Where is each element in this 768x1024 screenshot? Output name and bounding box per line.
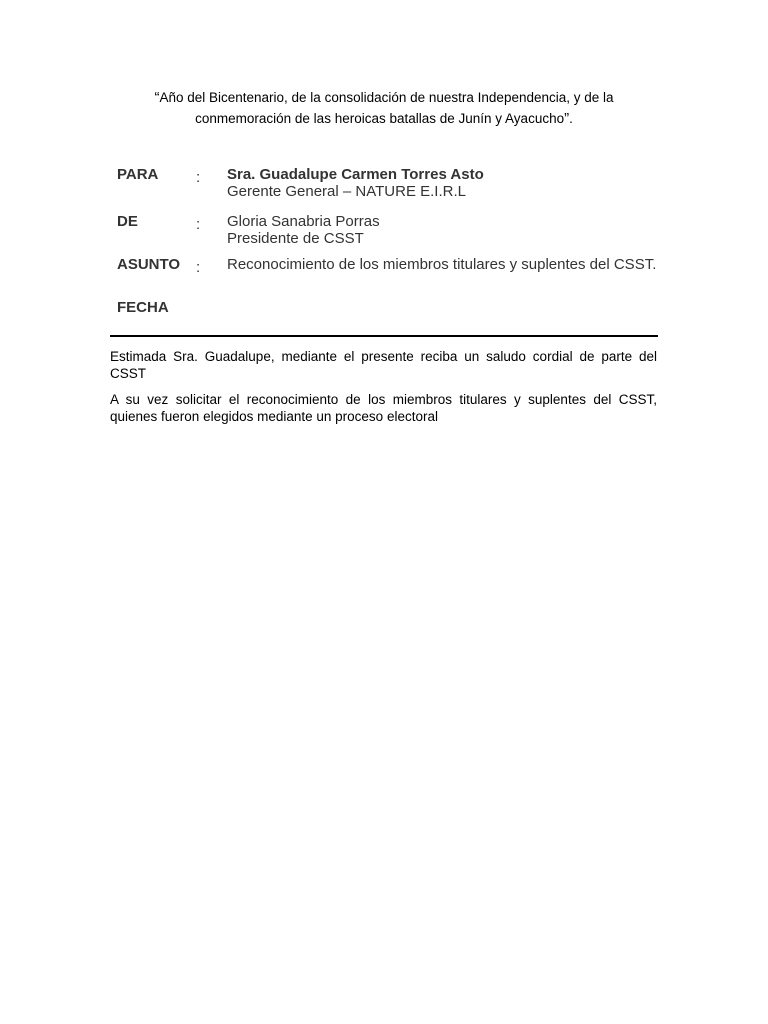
asunto-colon: : xyxy=(196,259,201,276)
motto-open-quote: “ xyxy=(154,89,160,106)
body-paragraph-2: A su vez solicitar el reconocimiento de los miembros titulares y suplentes del CSST, quienes fueron elegidos mediante un proceso electoral xyxy=(110,392,657,424)
asunto-value: Reconocimiento de los miembros titulares y suplentes del CSST. xyxy=(227,256,657,273)
para-recipient-role: Gerente General – NATURE E.I.R.L xyxy=(227,183,466,200)
de-value xyxy=(227,213,657,247)
body-paragraph-1: Estimada Sra. Guadalupe, mediante el presente reciba un saludo cordial de parte del CSST xyxy=(110,349,657,381)
de-sender-role: Presidente de CSST xyxy=(227,230,364,247)
de-label: DE xyxy=(117,213,138,230)
header-row-de xyxy=(117,213,657,253)
fecha-label: FECHA xyxy=(117,299,169,316)
de-sender-name: Gloria Sanabria Porras xyxy=(227,213,380,230)
de-colon: : xyxy=(196,216,201,233)
para-colon: : xyxy=(196,169,201,186)
header-row-fecha xyxy=(117,299,657,319)
motto-end: . xyxy=(569,111,573,126)
para-recipient-name: Sra. Guadalupe Carmen Torres Asto xyxy=(227,166,484,183)
motto-close-quote: ” xyxy=(564,110,570,127)
header-divider xyxy=(110,335,658,337)
asunto-label: ASUNTO xyxy=(117,256,181,273)
motto-text: Año del Bicentenario, de la consolidación de nuestra Independencia, y de la conmemoración de las heroicas batallas de Junín y Ayacucho xyxy=(159,90,614,126)
year-motto xyxy=(110,87,658,129)
header-row-asunto xyxy=(117,256,657,296)
para-value xyxy=(227,166,657,200)
para-label: PARA xyxy=(117,166,159,183)
header-row-para xyxy=(117,166,657,206)
